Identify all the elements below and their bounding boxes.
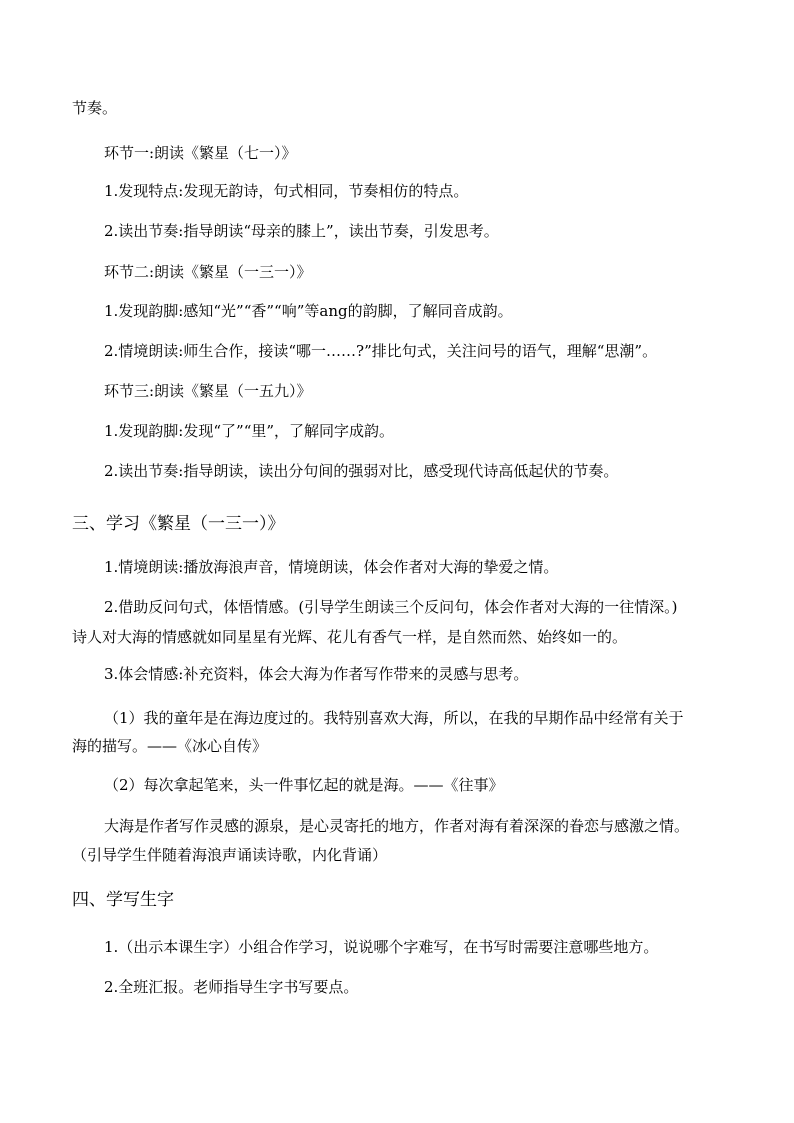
text-line: 2.读出节奏:指导朗读“母亲的膝上”，读出节奏，引发思考。: [104, 222, 499, 240]
subsection-title: 环节二:朗读《繁星（一三一）》: [104, 263, 312, 281]
text-line: 节奏。: [72, 99, 118, 117]
section-heading: 三、学习《繁星（一三一）》: [72, 514, 285, 534]
text-line: 1.（出示本课生字）小组合作学习，说说哪个字难写，在书写时需要注意哪些地方。: [104, 938, 659, 956]
text-line: 1.发现韵脚:感知“光”“香”“响”等ang的韵脚，了解同音成韵。: [104, 302, 513, 320]
text-line: （引导学生伴随着海浪声诵读诗歌，内化背诵）: [72, 846, 388, 864]
quote-line: 海的描写。——《冰心自传》: [72, 737, 268, 755]
text-line: 诗人对大海的情感就如同星星有光辉、花儿有香气一样，是自然而然、始终如一的。: [72, 628, 628, 646]
text-line: 1.情境朗读:播放海浪声音，情境朗读，体会作者对大海的挚爱之情。: [104, 558, 559, 576]
text-line: 1.发现特点:发现无韵诗，句式相同，节奏相仿的特点。: [104, 182, 469, 200]
text-line: 3.体会情感:补充资料，体会大海为作者写作带来的灵感与思考。: [104, 665, 529, 683]
text-line: 1.发现韵脚:发现“了”“里”，了解同字成韵。: [104, 422, 395, 440]
text-line: 2.借助反问句式，体悟情感。(引导学生朗读三个反问句，体会作者对大海的一往情深。): [104, 598, 678, 616]
subsection-title: 环节三:朗读《繁星（一五九）》: [104, 382, 312, 400]
subsection-title: 环节一:朗读《繁星（七一）》: [104, 144, 297, 162]
text-line: 2.全班汇报。老师指导生字书写要点。: [104, 978, 359, 996]
text-line: 大海是作者写作灵感的源泉，是心灵寄托的地方，作者对海有着深深的眷恋与感激之情。: [104, 817, 690, 835]
text-line: 2.读出节奏:指导朗读，读出分句间的强弱对比，感受现代诗高低起伏的节奏。: [104, 462, 619, 480]
quote-line: （2）每次拿起笔来，头一件事忆起的就是海。——《往事》: [104, 776, 504, 794]
section-heading: 四、学写生字: [72, 890, 174, 910]
quote-line: （1）我的童年是在海边度过的。我特别喜欢大海，所以，在我的早期作品中经常有关于: [104, 709, 684, 727]
text-line: 2.情境朗读:师生合作，接读“哪一……?”排比句式，关注问号的语气，理解“思潮”。: [104, 342, 658, 360]
